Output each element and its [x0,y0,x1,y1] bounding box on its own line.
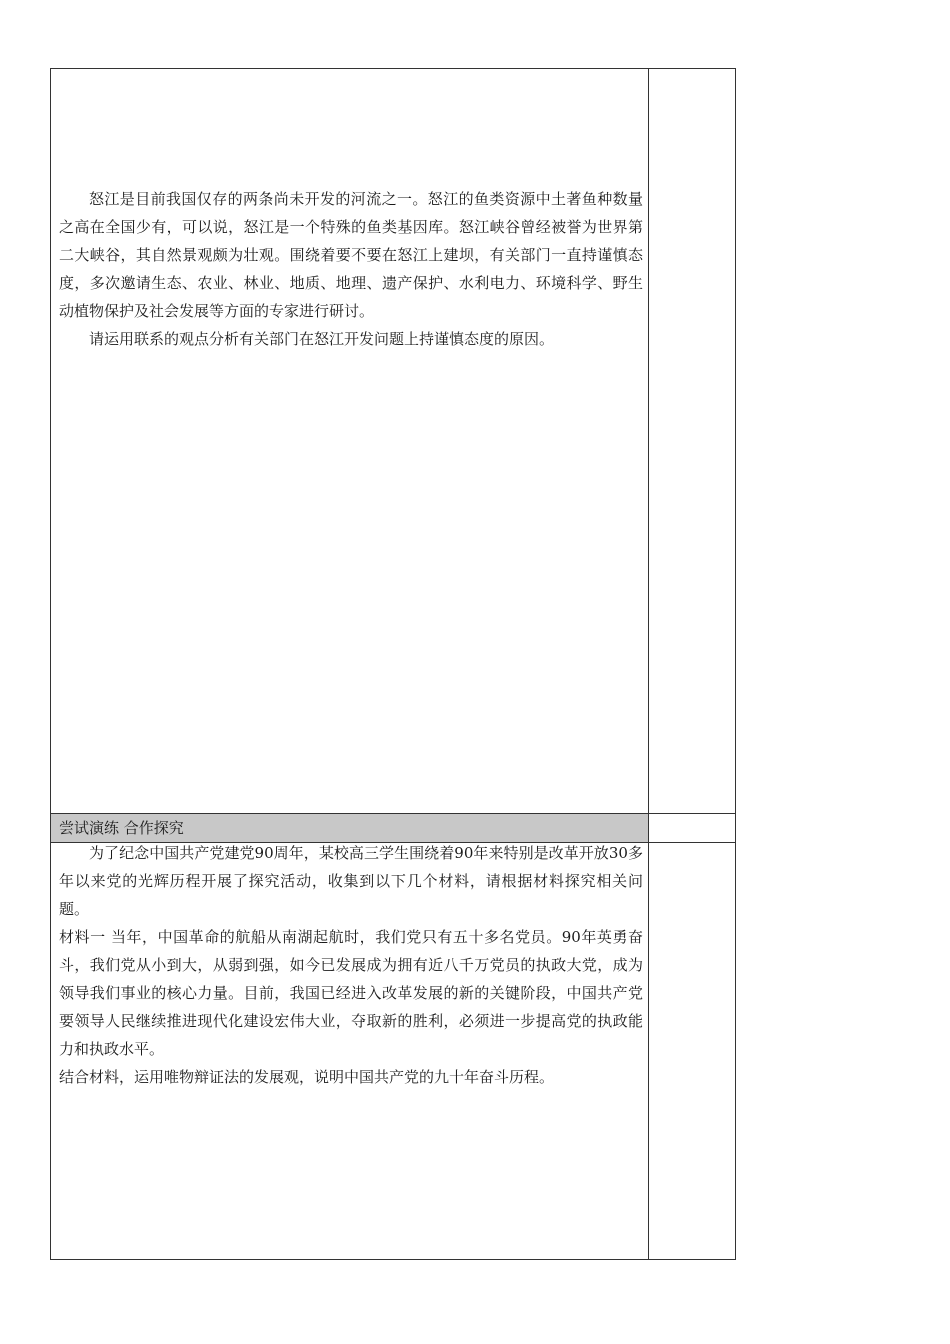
section-2-content [59,839,643,1091]
column-divider [648,69,649,1259]
nujiang-paragraph: 怒江是目前我国仅存的两条尚未开发的河流之一。怒江的鱼类资源中土著鱼种数量之高在全国少有，可以说，怒江是一个特殊的鱼类基因库。怒江峡谷曾经被誉为世界第二大峡谷，其自然景观颇为壮观。围绕着要不要在怒江上建坝，有关部门一直持谨慎态度，多次邀请生态、农业、林业、地质、地理、遗产保护、水利电力、环境科学、野生动植物保护及社会发展等方面的专家进行研讨。 [59,190,643,320]
section-1-content [59,185,643,353]
section-header: 尝试演练 合作探究 [51,813,648,843]
nujiang-question: 请运用联系的观点分析有关部门在怒江开发问题上持谨慎态度的原因。 [89,330,555,348]
section-header-right-cell [648,813,735,843]
document-table [50,68,736,1260]
material-one: 材料一 当年，中国革命的航船从南湖起航时，我们党只有五十多名党员。90年英勇奋斗，我们党从小到大，从弱到强，如今已发展成为拥有近八千万党员的执政大党，成为领导我们事业的核心力量。目前，我国已经进入改革发展的新的关键阶段，中国共产党要领导人民继续推进现代化建设宏伟大业，夺取新的胜利，必须进一步提高党的执政能力和执政水平。 [59,928,643,1058]
inquiry-intro: 为了纪念中国共产党建党90周年，某校高三学生围绕着90年来特别是改革开放30多年以来党的光辉历程开展了探究活动，收集到以下几个材料，请根据材料探究相关问题。 [59,844,643,918]
material-one-question: 结合材料，运用唯物辩证法的发展观，说明中国共产党的九十年奋斗历程。 [59,1068,555,1086]
